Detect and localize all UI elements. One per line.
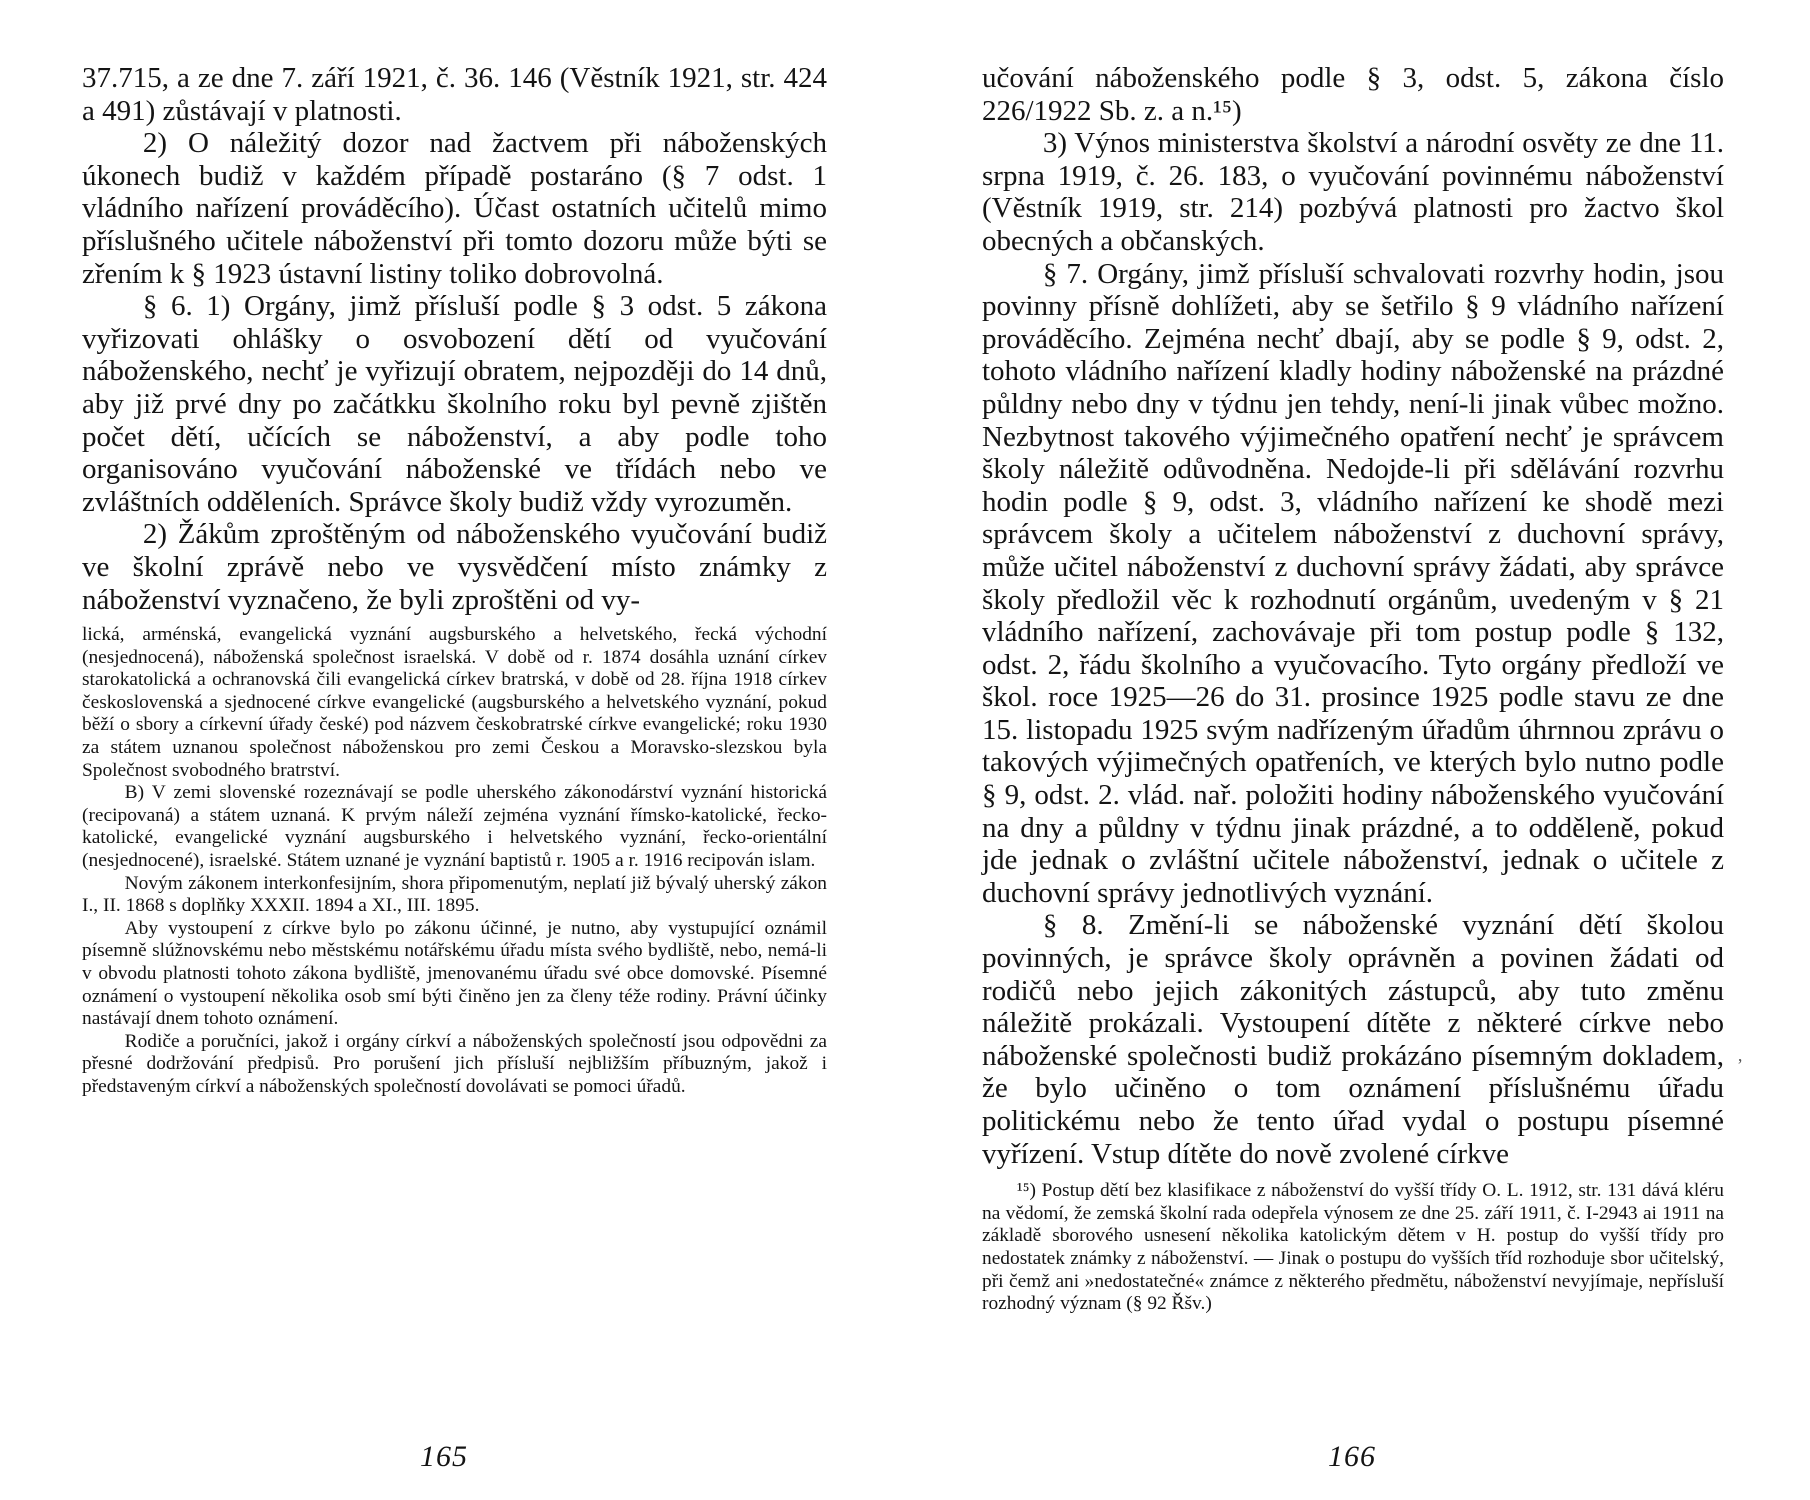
left-note-2: B) V zemi slovenské rozeznávají se podle uherského zákonodárství vyznání historická (recipovaná) a státem uznaná. K prvým náleží zejména vyznání římsko-katolické, řecko-katolické, evangelické vyznání augsburského i helvetského vyznání, řecko-orientální (nesjednocené), israelské. Státem uznané je vyznání baptistů r. 1905 a r. 1916 recipován islam. [82,782,827,872]
right-page-number: 166 [1328,1440,1376,1473]
left-notes [82,624,827,1098]
scan-speck: ’ [1737,1055,1743,1075]
right-paragraph-2: 3) Výnos ministerstva školství a národní osvěty ze dne 11. srpna 1919, č. 26. 183, o vyučování povinnému náboženství (Věstník 1919, str. 214) pozbývá platnosti pro žactvo škol obecných a občanských. [982,127,1724,257]
left-paragraph-2: 2) O náležitý dozor nad žactvem při náboženských úkonech budiž v každém případě postaráno (§ 7 odst. 1 vládního nařízení prováděcího). Účast ostatních učitelů mimo příslušného učitele náboženství při tomto dozoru může býti se zřením k § 1923 ústavní listiny toliko dobrovolná. [82,127,827,290]
right-footnote-block [982,1180,1724,1316]
left-note-3: Novým zákonem interkonfesijním, shora připomenutým, neplatí již bývalý uherský zákon I., II. 1868 s doplňky XXXII. 1894 a XI., III. 1895. [82,872,827,917]
left-note-1: lická, arménská, evangelická vyznání augsburského a helvetského, řecká východní (nesjednocená), náboženská společnost israelská. V době od r. 1874 dosáhla uznání církev starokatolická a ochranovská čili evangelická církev bratrská, v době od 28. října 1918 církev československá a sjednocené církve evangelické (augsburského a helvetského vyznání, pokud běží o sbory a církevní úřady české) pod názvem českobratrské církve evangelické; roku 1930 za státem uznanou společnost náboženskou pro zemi Českou a Moravsko-slezskou byla Společnost svobodného bratrství. [82,624,827,781]
right-paragraph-4: § 8. Změní-li se náboženské vyznání dětí školou povinných, je správce školy oprávněn a povinen žádati od rodičů nebo jejich zákonitých zástupců, aby tuto změnu náležitě prokázali. Vystoupení dítěte z některé církve nebo náboženské společnosti budiž prokázáno písemným dokladem, že bylo učiněno o tom oznámení příslušnému úřadu politickému nebo že tento úřad vydal o postupu písemné vyřízení. Vstup dítěte do nově zvolené církve [982,909,1724,1170]
right-main-text [982,62,1724,1170]
left-main-text [82,62,827,616]
left-page [82,62,827,1099]
left-page-number: 165 [420,1440,468,1473]
left-paragraph-3: § 6. 1) Orgány, jimž přísluší podle § 3 odst. 5 zákona vyřizovati ohlášky o osvobození dětí od vyučování náboženského, nechť je vyřizují obratem, nejpozději do 14 dnů, aby již prvé dny po začátkku školního roku byl pevně zjištěn počet dětí, učících se náboženství, a aby podle toho organisováno vyučování náboženské ve třídách nebo ve zvláštních odděleních. Správce školy budiž vždy vyrozuměn. [82,290,827,518]
left-paragraph-4: 2) Žákům zproštěným od náboženského vyučování budiž ve školní zprávě nebo ve vysvědčení místo známky z náboženství vyznačeno, že byli zproštěni od vy- [82,518,827,616]
footnote-15: ¹⁵) Postup dětí bez klasifikace z náboženství do vyšší třídy O. L. 1912, str. 131 dává kléru na vědomí, že zemská školní rada odepřela výnosem ze dne 25. září 1911, č. I-2943 ai 1911 na základě sborového usnesení několika katolickým dětem v H. postup do vyšší třídy pro nedostatek známky z náboženství. — Jinak o postupu do vyšších tříd rozhoduje sbor učitelský, při čemž ani »nedostatečné« známce z některého předmětu, náboženství nevyjímaje, nepřísluší rozhodný význam (§ 92 Řšv.) [982,1180,1724,1315]
right-page [982,62,1724,1316]
left-note-4: Aby vystoupení z církve bylo po zákonu účinné, je nutno, aby vystupující oznámil písemně slúžnovskému nebo městskému notářskému úřadu místa svého bydliště, nebo, nemá-li v obvodu platnosti tohoto zákona bydliště, jmenovanému úřadu své obce domovské. Písemné oznámení o vystoupení několika osob smí býti činěno jen za členy téže rodiny. Právní účinky nastávají dnem tohoto oznámení. [82,917,827,1030]
left-note-5: Rodiče a poručníci, jakož i orgány církví a náboženských společností jsou odpovědni za přesné dodržování předpisů. Pro porušení jich přísluší nejbližším příbuzným, jakož i představeným církví a náboženských společností dovolávati se pomoci úřadů. [82,1030,827,1097]
right-paragraph-3: § 7. Orgány, jimž přísluší schvalovati rozvrhy hodin, jsou povinny přísně dohlížeti, aby se šetřilo § 9 vládního nařízení prováděcího. Zejména nechť dbají, aby se podle § 9, odst. 2, tohoto vládního nařízení kladly hodiny náboženské na prázdné půldny nebo dny v týdnu jen tehdy, není-li jinak vůbec možno. Nezbytnost takového výjimečného opatření nechť je správcem školy náležitě odůvodněna. Nedojde-li při sdělávání rozvrhu hodin podle § 9, odst. 3, vládního nařízení ke shodě mezi správcem školy a učitelem náboženství z duchovní správy, může učitel náboženství z duchovní správy žádati, aby správce školy předložil věc k rozhodnutí orgánům, uvedeným v § 21 vládního nařízení, zachovávaje při tom postup podle § 132, odst. 2, řádu školního a vyučovacího. Tyto orgány předloží ve škol. roce 1925—26 do 31. prosince 1925 podle stavu ze dne 15. listopadu 1925 svým nadřízeným úřadům úhrnnou zprávu o takových výjimečných opatřeních, ve kterých bylo nutno podle § 9, odst. 2. vlád. nař. položiti hodiny náboženského vyučování na dny a půldny v týdnu jinak prázdné, a to odděleně, pokud jde jednak o zvláštní učitele náboženství, jednak o učitele z duchovní správy jednotlivých vyznání. [982,257,1724,909]
left-paragraph-1: 37.715, a ze dne 7. září 1921, č. 36. 146 (Věstník 1921, str. 424 a 491) zůstávají v platnosti. [82,62,827,127]
right-paragraph-1: učování náboženského podle § 3, odst. 5, zákona číslo 226/1922 Sb. z. a n.¹⁵) [982,62,1724,127]
